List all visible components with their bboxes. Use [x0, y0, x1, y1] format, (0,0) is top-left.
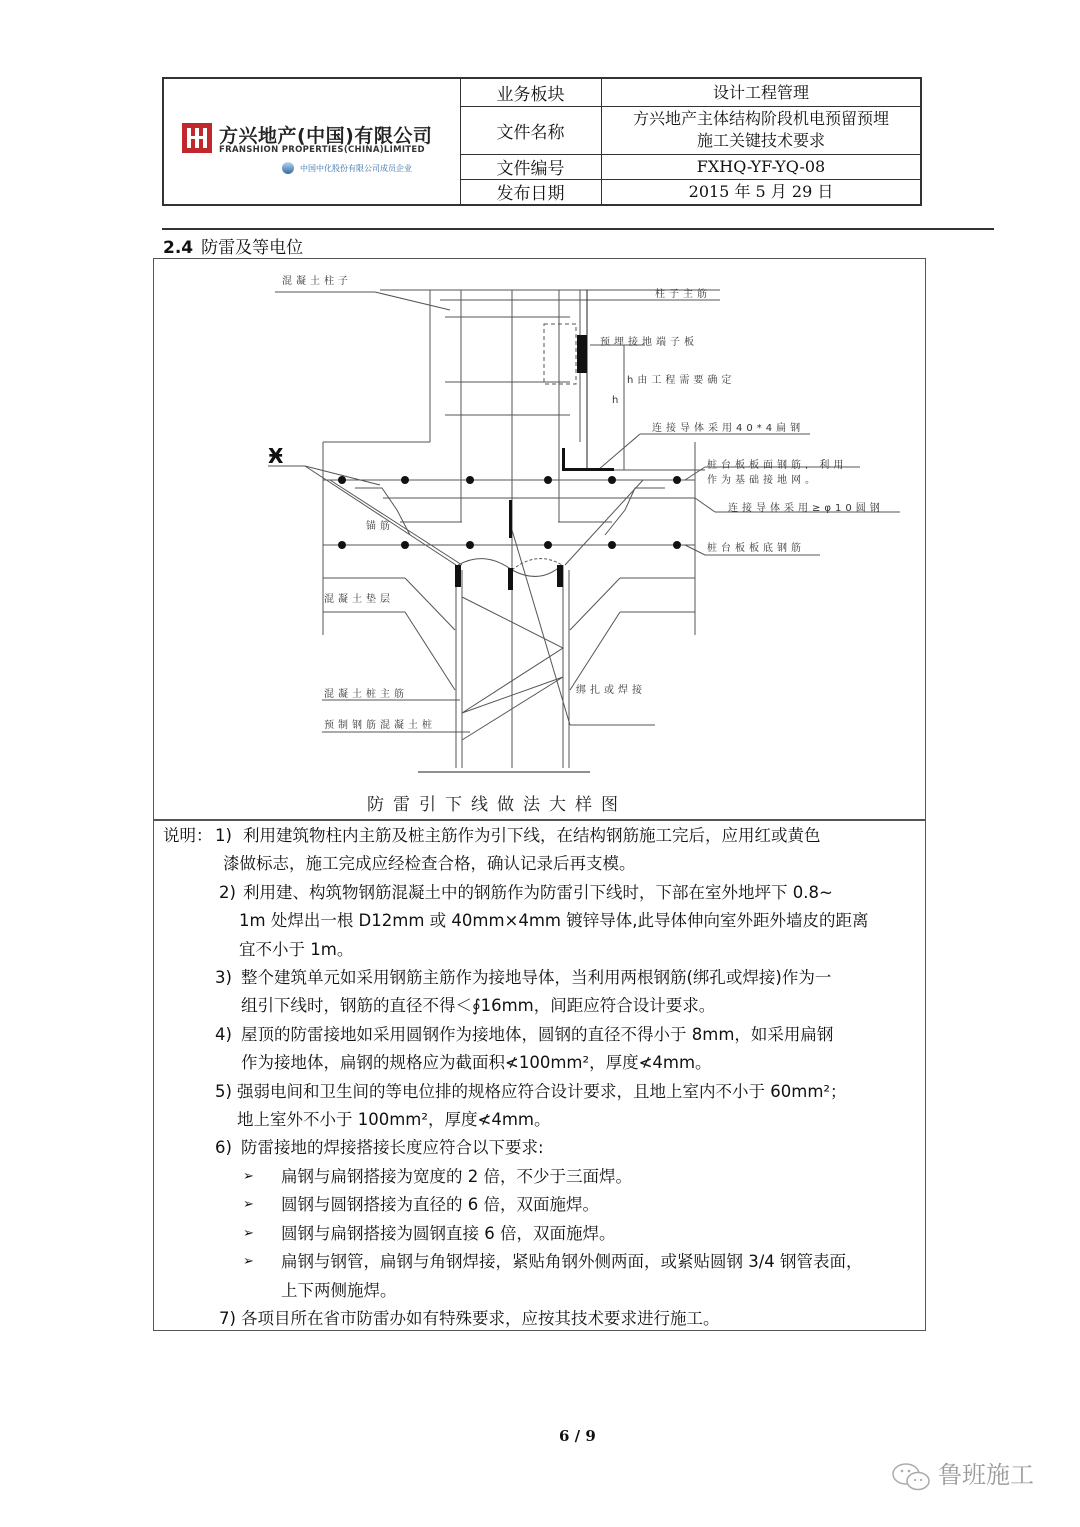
note-number: 6) — [215, 1138, 232, 1158]
diagram-caption: 防雷引下线做法大样图 — [367, 795, 627, 815]
header-key: 业务板块 — [460, 79, 602, 106]
watermark-text: 鲁班施工 — [938, 1461, 1034, 1489]
note-line: 利用建、构筑物钢筋混凝土中的钢筋作为防雷引下线时，下部在室外地坪下 0.8~ — [243, 882, 833, 902]
note-number: 2) — [219, 882, 236, 902]
note-line: 屋顶的防雷接地如采用圆钢作为接地体，圆钢的直径不得小于 8mm，如采用扁钢 — [241, 1024, 834, 1044]
bullet-item — [163, 1248, 923, 1305]
ground-symbol-icon: Ӿ — [268, 444, 284, 468]
embedded-terminal-plate — [577, 335, 587, 373]
header-value: FXHQ-YF-YQ-08 — [696, 156, 826, 176]
label-bind-weld: 绑扎或焊接 — [576, 685, 646, 696]
label-round-steel: 连接导体采用≥φ10圆钢 — [728, 503, 884, 514]
header-value: 设计工程管理 — [712, 82, 809, 102]
label-cap-bottom-rebar: 桩台板板底钢筋 — [707, 543, 805, 554]
label-cap-top-rebar-2: 作为基础接地网。 — [707, 475, 819, 486]
arrow-bullet-icon: ➢ — [243, 1197, 254, 1213]
note-line: 整个建筑单元如采用钢筋主筋作为接地导体，当利用两根钢筋(绑孔或焊接)作为一 — [241, 968, 832, 988]
note-item-2 — [163, 879, 923, 964]
label-flat-steel: 连接导体采用40*4扁钢 — [652, 423, 805, 434]
bullet-text: 上下两侧施焊。 — [281, 1280, 397, 1300]
header-value: 2015 年 5 月 29 日 — [688, 181, 834, 201]
note-line: 组引下线时，钢筋的直径不得＜∮16mm，间距应符合设计要求。 — [241, 996, 716, 1016]
arrow-bullet-icon: ➢ — [243, 1225, 254, 1241]
bullet-item — [163, 1163, 923, 1191]
wechat-icon — [890, 1460, 934, 1494]
section-title-text: 防雷及等电位 — [201, 238, 304, 258]
company-subtitle: 中国中化股份有限公司成员企业 — [300, 164, 412, 173]
notes-prefix: 说明： — [163, 826, 213, 845]
header-key: 文件编号 — [460, 154, 602, 179]
note-line: 地上室外不小于 100mm²，厚度≮4mm。 — [237, 1110, 551, 1130]
header-key: 发布日期 — [460, 179, 602, 204]
label-cushion: 混凝土垫层 — [324, 594, 394, 605]
bullet-item — [163, 1220, 923, 1248]
note-line: 宜不小于 1m。 — [239, 939, 354, 959]
bullet-text: 扁钢与扁钢搭接为宽度的 2 倍，不少于三面焊。 — [281, 1166, 632, 1186]
note-number: 1) — [215, 826, 232, 845]
note-line: 利用建筑物柱内主筋及桩主筋作为引下线，在结构钢筋施工完后，应用红或黄色 — [243, 826, 821, 845]
label-embedded-plate: 预埋接地端子板 — [600, 337, 698, 348]
note-line: 强弱电间和卫生间的等电位排的规格应符合设计要求，且地上室内不小于 60mm²； — [237, 1081, 847, 1101]
bullet-text: 圆钢与圆钢搭接为直径的 6 倍，双面施焊。 — [281, 1195, 599, 1215]
label-h: h — [612, 395, 623, 406]
note-number: 3) — [215, 968, 232, 988]
note-number: 4) — [215, 1024, 232, 1044]
header-value-line: 方兴地产主体结构阶段机电预留预埋 — [632, 109, 889, 128]
note-item-7 — [163, 1305, 923, 1333]
label-pile-main-rebar: 混凝土桩主筋 — [324, 689, 408, 700]
arrow-bullet-icon: ➢ — [243, 1254, 254, 1270]
company-name-en: FRANSHION PROPERTIES(CHINA)LIMITED — [219, 145, 425, 155]
note-line: 防雷接地的焊接搭接长度应符合以下要求: — [241, 1138, 544, 1158]
label-concrete-column: 混凝土柱子 — [282, 276, 352, 287]
note-line: 各项目所在省市防雷办如有特殊要求，应按其技术要求进行施工。 — [241, 1308, 720, 1328]
bullet-text: 圆钢与扁钢搭接为圆钢直接 6 倍，双面施焊。 — [281, 1223, 616, 1243]
header-key: 文件名称 — [460, 106, 602, 154]
note-line: 漆做标志，施工完成应经检查合格，确认记录后再支模。 — [223, 854, 636, 874]
note-item-1 — [163, 822, 923, 879]
label-column-main-rebar: 柱子主筋 — [655, 289, 711, 300]
arrow-bullet-icon: ➢ — [243, 1168, 254, 1184]
note-item-5 — [163, 1078, 923, 1135]
note-item-4 — [163, 1021, 923, 1078]
note-line: 1m 处焊出一根 D12mm 或 40mm×4mm 镀锌导体,此导体伸向室外距外墙皮的距离 — [239, 911, 869, 931]
label-precast-pile: 预制钢筋混凝土桩 — [324, 720, 436, 731]
label-cap-top-rebar: 桩台板板面钢筋, 利用 — [707, 460, 848, 471]
note-item-3 — [163, 964, 923, 1021]
page-number: 6 / 9 — [559, 1427, 596, 1445]
company-name-cn: 方兴地产(中国)有限公司 — [219, 125, 433, 147]
bullet-text: 扁钢与钢管，扁钢与角钢焊接，紧贴角钢外侧两面，或紧贴圆钢 3/4 钢管表面， — [281, 1252, 863, 1272]
notes-section — [163, 822, 923, 1333]
header-value-line: 施工关键技术要求 — [696, 131, 825, 150]
note-line: 作为接地体，扁钢的规格应为截面积≮100mm²，厚度≮4mm。 — [241, 1053, 712, 1073]
label-anchor-rebar: 锚筋 — [366, 521, 394, 532]
note-number: 5) — [215, 1081, 232, 1101]
section-number: 2.4 — [163, 238, 194, 258]
note-item-6 — [163, 1134, 923, 1162]
note-number: 7) — [219, 1308, 236, 1328]
label-h-note: h由工程需要确定 — [627, 375, 736, 386]
bullet-item — [163, 1191, 923, 1219]
